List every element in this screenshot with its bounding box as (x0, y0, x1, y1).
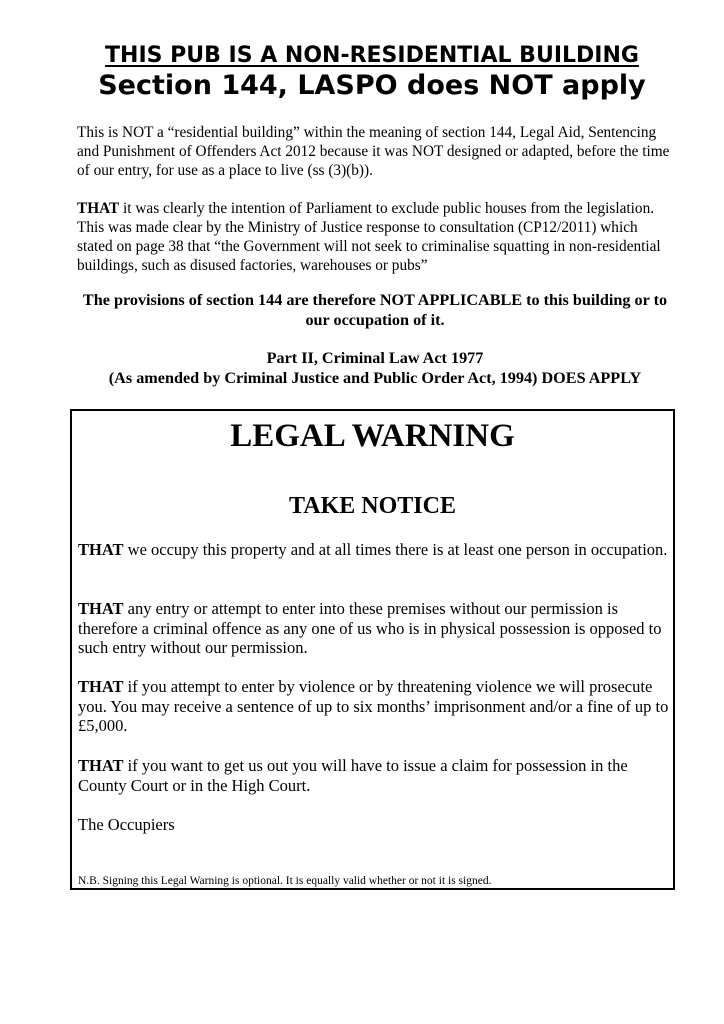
signature-line: The Occupiers (78, 815, 175, 834)
clause-occupation (78, 540, 673, 560)
clause-lead-word: THAT (78, 599, 124, 618)
legal-warning-title: LEGAL WARNING (230, 418, 515, 454)
clause-lead-word: THAT (78, 756, 124, 775)
page-title: THIS PUB IS A NON-RESIDENTIAL BUILDING (105, 43, 639, 68)
conclusion-statement: The provisions of section 144 are therefore NOT APPLICABLE to this building or to our occupation of it. (82, 291, 668, 329)
paragraph-lead-word: THAT (77, 200, 120, 217)
clause-text: any entry or attempt to enter into these premises without our permission is therefore a criminal offence as any one of us who is in physical possession is opposed to such entry without our permission. (78, 599, 662, 657)
clause-prosecution (78, 677, 673, 736)
clause-lead-word: THAT (78, 677, 124, 696)
intro-paragraph: This is NOT a “residential building” within the meaning of section 144, Legal Aid, Sentencing and Punishment of Offenders Act 2012 because it was NOT designed or adapted, before the time of our entry, for use as a place to live (ss (3)(b)). (77, 124, 670, 179)
legal-warning-box (70, 409, 675, 890)
applicable-act (70, 348, 680, 388)
page-subtitle: Section 144, LASPO does NOT apply (98, 70, 646, 101)
clause-lead-word: THAT (78, 540, 124, 559)
clause-text: if you attempt to enter by violence or by threatening violence we will prosecute you. You may receive a sentence of up to six months’ imprisonment and/or a fine of up to £5,000. (78, 677, 669, 735)
parliament-intention-paragraph (77, 199, 677, 275)
paragraph-body: it was clearly the intention of Parliament to exclude public houses from the legislation. This was made clear by the Ministry of Justice response to consultation (CP12/2011) which stated on page 38 that “the Government will not seek to criminalise squatting in non-residential buildings, such as disused factories, warehouses or pubs” (77, 200, 661, 274)
clause-possession-claim (78, 756, 673, 795)
clause-text: we occupy this property and at all times there is at least one person in occupation. (123, 540, 668, 559)
act-title: Part II, Criminal Law Act 1977 (266, 349, 484, 367)
footnote: N.B. Signing this Legal Warning is optional. It is equally valid whether or not it is signed. (78, 875, 492, 887)
take-notice-heading: TAKE NOTICE (289, 493, 456, 519)
clause-text: if you want to get us out you will have to issue a claim for possession in the County Court or in the High Court. (78, 756, 628, 795)
act-amendment: (As amended by Criminal Justice and Public Order Act, 1994) DOES APPLY (108, 369, 642, 387)
clause-criminal-offence (78, 599, 673, 658)
